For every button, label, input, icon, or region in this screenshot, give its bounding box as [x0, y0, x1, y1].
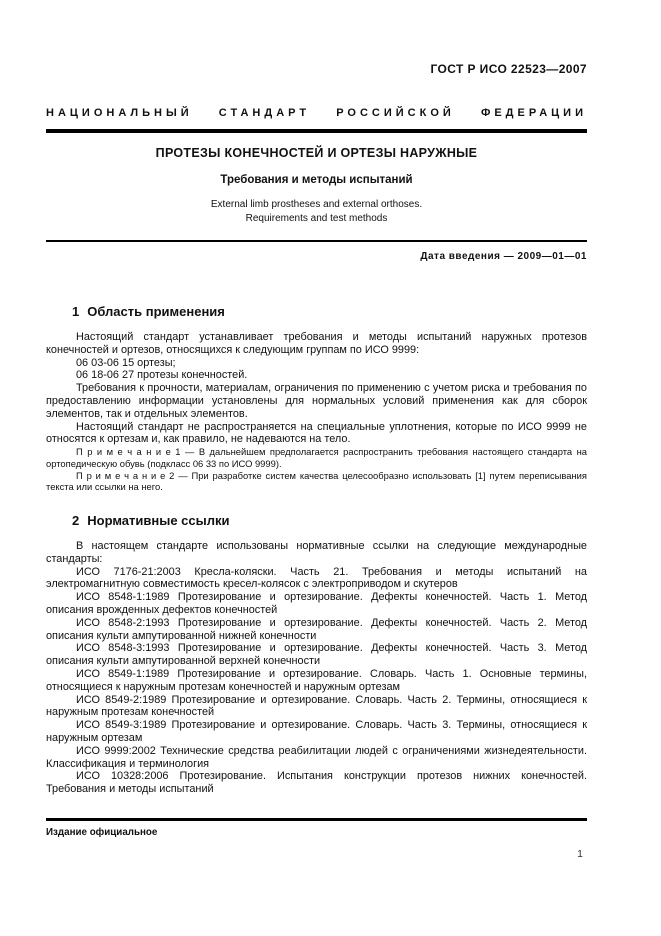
section-1-body [46, 331, 587, 493]
reference-entry: ИСО 9999:2002 Технические средства реабилитации людей с ограничениями жизнедеятельности. Классификация и терминология [46, 744, 587, 770]
paragraph: Требования к прочности, материалам, ограничения по применению с учетом риска и требования по предоставлению информации установлены для нормальных условий применения как для сборок элементов, так и отдельных элементов. [46, 382, 587, 420]
note: П р и м е ч а н и е 2 — При разработке систем качества целесообразно использовать [1] путем переписывания текста или ссылки на него. [46, 469, 587, 493]
banner-word: ФЕДЕРАЦИИ [480, 107, 587, 119]
banner-word: НАЦИОНАЛЬНЫЙ [46, 107, 193, 119]
document-title-en [46, 198, 587, 225]
section-title: Нормативные ссылки [87, 512, 230, 528]
footer-rule [46, 818, 587, 821]
page-footer [46, 818, 587, 860]
paragraph: Настоящий стандарт не распространяется на специальные уплотнения, которые по ИСО 9999 не относятся к ортезам и, как правило, не надеваются на тело. [46, 420, 587, 446]
title-en-line1: External limb prostheses and external orthoses. [210, 199, 423, 210]
header-rule [46, 129, 587, 133]
reference-entry: ИСО 8548-1:1989 Протезирование и ортезирование. Дефекты конечностей. Часть 1. Метод описания врожденных дефектов конечностей [46, 591, 587, 616]
reference-entry: ИСО 8548-2:1993 Протезирование и ортезирование. Дефекты конечностей. Часть 2. Метод описания культи ампутированной нижней конечности [46, 616, 587, 642]
section-number: 1 [72, 304, 80, 319]
reference-entry: ИСО 7176-21:2003 Кресла-коляски. Часть 21. Требования и методы испытаний на электромагнитную совместимость кресел-колясок с электроприводом и скутеров [46, 565, 587, 591]
reference-entry: ИСО 8549-2:1989 Протезирование и ортезирование. Словарь. Часть 2. Термины, относящиеся к наружным протезам конечностей [46, 693, 587, 719]
list-line: 06 18-06 27 протезы конечностей. [76, 369, 248, 382]
section-title: Область применения [87, 304, 225, 319]
title-separator-rule [46, 240, 587, 242]
national-standard-banner [46, 106, 587, 120]
title-en-line2: Requirements and test methods [245, 212, 388, 224]
section-2-body [46, 540, 587, 796]
section-2-heading [72, 513, 587, 529]
page-number: 1 [577, 848, 583, 860]
doc-code: ГОСТ Р ИСО 22523—2007 [430, 62, 587, 76]
paragraph: В настоящем стандарте использованы нормативные ссылки на следующие международные стандарты: [46, 539, 587, 565]
section-number: 2 [72, 512, 80, 528]
reference-entry: ИСО 8549-1:1989 Протезирование и ортезирование. Словарь. Часть 1. Основные термины, относящиеся к наружным протезам конечностей и наружным ортезам [46, 667, 587, 693]
list-line: 06 03-06 15 ортезы; [76, 356, 176, 369]
banner-word: РОССИЙСКОЙ [336, 107, 455, 119]
reference-entry: ИСО 8548-3:1993 Протезирование и ортезирование. Дефекты конечностей. Часть 3. Метод описания культи ампутированной верхней конечности [46, 642, 587, 668]
banner-word: СТАНДАРТ [218, 107, 311, 119]
effective-date: Дата введения — 2009—01—01 [420, 251, 587, 262]
reference-entry: ИСО 8549-3:1989 Протезирование и ортезирование. Словарь. Часть 3. Термины, относящиеся к наружным ортезам [46, 719, 587, 744]
paragraph: Настоящий стандарт устанавливает требования и методы испытаний наружных протезов конечностей и ортезов, относящихся к следующим группам по ИСО 9999: [46, 331, 587, 356]
section-1-heading [72, 304, 587, 320]
reference-entry: ИСО 10328:2006 Протезирование. Испытания конструкции протезов нижних конечностей. Требования и методы испытаний [46, 770, 587, 796]
note: П р и м е ч а н и е 1 — В дальнейшем предполагается распространить требования настоящего стандарта на ортопедическую обувь (подкласс 06 33 по ИСО 9999). [46, 446, 587, 469]
document-subtitle-ru: Требования и методы испытаний [220, 174, 413, 186]
official-edition-label: Издание официальное [46, 827, 158, 838]
document-title-ru: ПРОТЕЗЫ КОНЕЧНОСТЕЙ И ОРТЕЗЫ НАРУЖНЫЕ [155, 146, 478, 160]
